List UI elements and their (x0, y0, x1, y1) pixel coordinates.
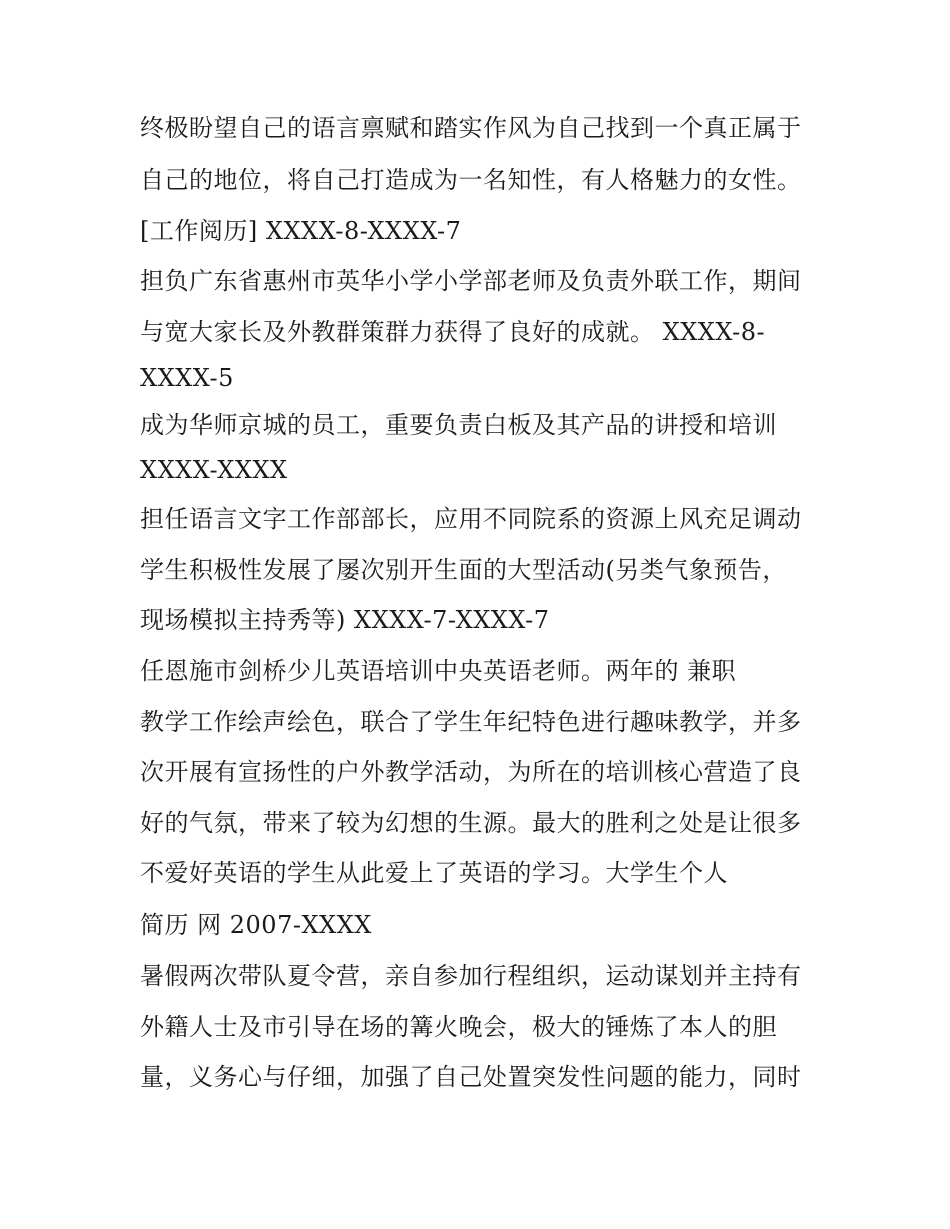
text-line: 担负广东省惠州市英华小学小学部老师及负责外联工作，期间 (140, 267, 802, 295)
text-line: 外籍人士及市引导在场的篝火晚会，极大的锤炼了本人的胆 (140, 1013, 777, 1041)
text-line: 成为华师京城的员工，重要负责白板及其产品的讲授和培训 (140, 411, 777, 439)
text-line: 与宽大家长及外教群策群力获得了良好的成就。 XXXX-8- (140, 318, 766, 346)
text-line: 现场模拟主持秀等) XXXX-7-XXXX-7 (140, 606, 550, 634)
text-line: 教学工作绘声绘色，联合了学生年纪特色进行趣味教学，并多 (140, 708, 802, 736)
section-heading: [工作阅历] XXXX-8-XXXX-7 (140, 217, 462, 245)
date-range: XXXX-XXXX (140, 456, 288, 484)
text-line: 不爱好英语的学生从此爱上了英语的学习。大学生个人 (140, 859, 728, 887)
text-line: 学生积极性发展了屡次别开生面的大型活动(另类气象预告， (140, 556, 787, 584)
date-range: XXXX-5 (140, 364, 234, 392)
text-line: 简历 网 2007-XXXX (140, 911, 372, 939)
text-line: 次开展有宣扬性的户外教学活动，为所在的培训核心营造了良 (140, 758, 802, 786)
text-line: 量，义务心与仔细，加强了自己处置突发性问题的能力，同时 (140, 1063, 802, 1091)
text-line: 好的气氛，带来了较为幻想的生源。最大的胜利之处是让很多 (140, 809, 802, 837)
text-line: 自己的地位，将自己打造成为一名知性，有人格魅力的女性。 (140, 166, 802, 194)
text-line: 终极盼望自己的语言禀赋和踏实作风为自己找到一个真正属于 (140, 114, 802, 142)
text-line: 暑假两次带队夏令营，亲自参加行程组织，运动谋划并主持有 (140, 962, 802, 990)
text-line: 任恩施市剑桥少儿英语培训中央英语老师。两年的 兼职 (140, 657, 737, 685)
text-line: 担任语言文字工作部部长，应用不同院系的资源上风充足调动 (140, 505, 802, 533)
